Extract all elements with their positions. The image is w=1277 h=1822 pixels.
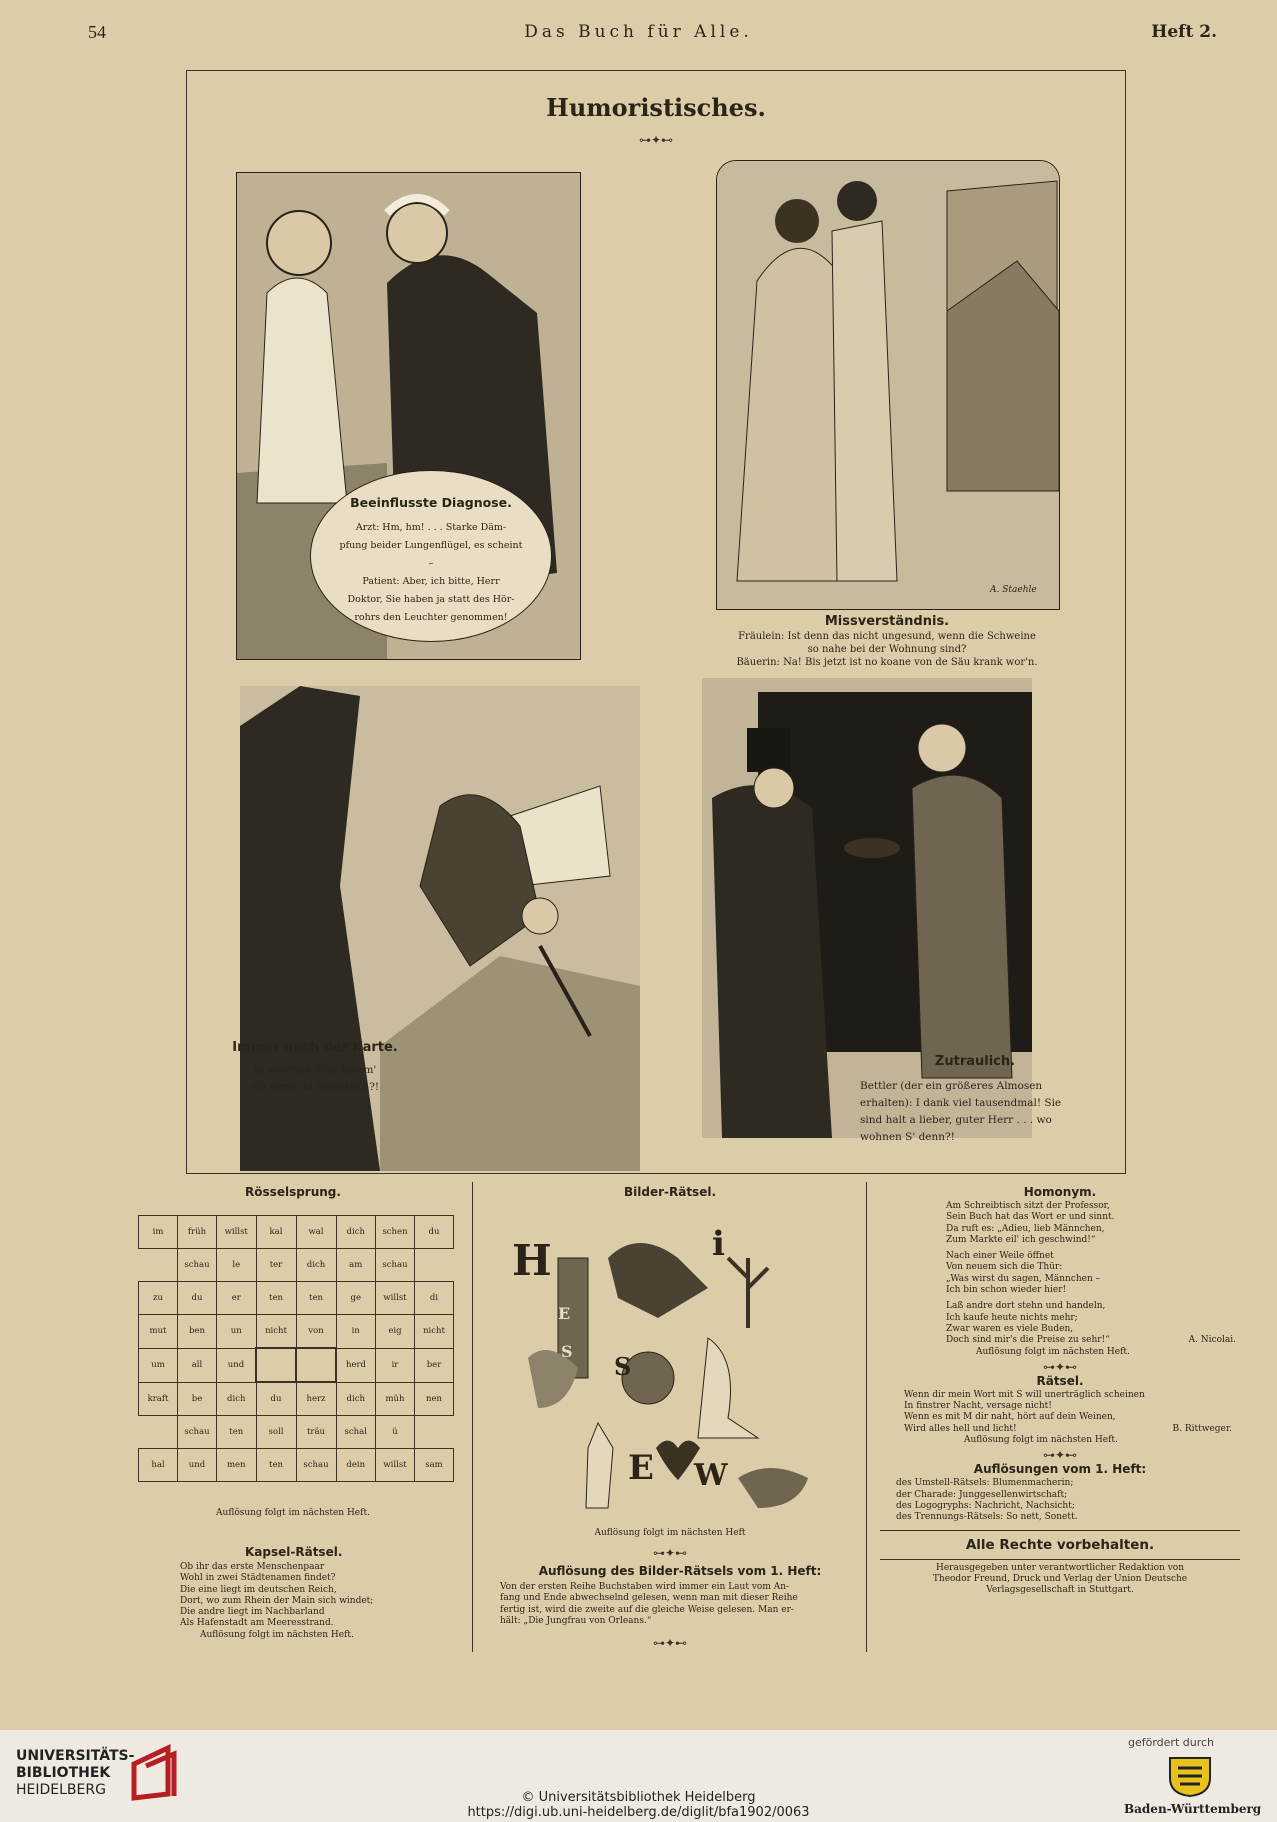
raetsel-author: B. Rittweger. bbox=[1172, 1423, 1232, 1434]
grid-row bbox=[139, 1315, 454, 1349]
cartoon-title: Missverständnis. bbox=[824, 614, 950, 629]
text-line: Die andre liegt im Nachbarland bbox=[180, 1607, 325, 1618]
text-line: „Was wirst du sagen, Männchen – bbox=[946, 1273, 1101, 1284]
text-line: Wenn dir mein Wort mit S will unerträglich scheinen bbox=[904, 1389, 1145, 1400]
grid-cell: nicht bbox=[256, 1315, 296, 1349]
library-name-line: BIBLIOTHEK bbox=[16, 1765, 111, 1781]
grid-cell: du bbox=[415, 1216, 454, 1249]
text-line: Ich bin schon wieder hier! bbox=[946, 1285, 1067, 1296]
grid-row bbox=[139, 1249, 454, 1282]
text-line: Bettler (der ein größeres Almosen bbox=[860, 1080, 1043, 1092]
grid-cell bbox=[415, 1416, 454, 1449]
grid-cell: nicht bbox=[415, 1315, 454, 1349]
text-line: Von neuem sich die Thür: bbox=[946, 1262, 1063, 1273]
puzzle-letter: E bbox=[628, 1448, 654, 1488]
homonym-text bbox=[946, 1201, 1240, 1358]
text-line: Theodor Freund, Druck und Verlag der Union Deutsche bbox=[932, 1573, 1188, 1584]
text-line: rohrs den Leuchter genommen! bbox=[354, 612, 508, 623]
text-line-with-author bbox=[904, 1424, 1240, 1435]
grid-cell: schau bbox=[178, 1416, 217, 1449]
grid-cell bbox=[256, 1348, 296, 1382]
bilder-section bbox=[480, 1185, 860, 1199]
cartoon-title: Immer nach der Karte. bbox=[232, 1040, 398, 1055]
text-line: Doch sind mir's die Preise zu sehr!“ bbox=[946, 1335, 1110, 1346]
cartoon-text bbox=[860, 1078, 1090, 1146]
raetsel-text bbox=[904, 1390, 1240, 1446]
text-line: des Trennungs-Rätsels: So nett, Sonett. bbox=[896, 1512, 1078, 1523]
column-divider bbox=[866, 1182, 867, 1652]
library-name-line: UNIVERSITÄTS- bbox=[16, 1748, 135, 1764]
grid-cell bbox=[415, 1249, 454, 1282]
grid-cell: ir bbox=[376, 1348, 415, 1382]
grid-cell: ten bbox=[256, 1449, 296, 1482]
text-line: des Logogryphs: Nachricht, Nachsicht; bbox=[896, 1500, 1075, 1511]
grid-cell: ten bbox=[256, 1282, 296, 1315]
grid-cell: men bbox=[217, 1449, 257, 1482]
grid-cell: um bbox=[139, 1348, 178, 1382]
ornament: ⊶✦⊷ bbox=[652, 1636, 688, 1650]
text-line: Zum Markte eil' ich geschwind!“ bbox=[946, 1234, 1096, 1245]
grid-cell: nen bbox=[415, 1382, 454, 1416]
cartoon-text bbox=[228, 1062, 402, 1096]
puzzle-letter: H bbox=[512, 1236, 552, 1285]
grid-cell: und bbox=[217, 1348, 257, 1382]
column-divider bbox=[472, 1182, 473, 1652]
illustration-zutraulich bbox=[702, 678, 1032, 1138]
grid-row bbox=[139, 1216, 454, 1249]
grid-cell: un bbox=[217, 1315, 257, 1349]
grid-cell: dich bbox=[336, 1216, 376, 1249]
text-line: In welches Thal komm' bbox=[253, 1064, 377, 1076]
grid-row bbox=[139, 1416, 454, 1449]
grid-cell: ter bbox=[256, 1249, 296, 1282]
bilder-solution bbox=[500, 1564, 860, 1627]
grid-cell: ber bbox=[415, 1348, 454, 1382]
grid-row bbox=[139, 1348, 454, 1382]
homonym-author: A. Nicolai. bbox=[1188, 1335, 1236, 1346]
text-line: Doktor, Sie haben ja statt des Hör- bbox=[347, 594, 515, 605]
text-line: fertig ist, wird die zweite auf die gleiche Weise gelesen. Man er- bbox=[500, 1604, 794, 1615]
text-line: Dort, wo zum Rhein der Main sich windet; bbox=[180, 1595, 374, 1606]
grid-cell: mut bbox=[139, 1315, 178, 1349]
homonym-note: Auflösung folgt im nächsten Heft. bbox=[976, 1346, 1130, 1357]
cartoon-title: Beeinflusste Diagnose. bbox=[350, 495, 512, 510]
text-line: Fräulein: Ist denn das nicht ungesund, wenn die Schweine bbox=[738, 631, 1036, 642]
solutions-text bbox=[896, 1478, 1240, 1523]
text-line: sind halt a lieber, guter Herr . . . wo bbox=[860, 1114, 1052, 1126]
kapsel-section bbox=[180, 1545, 460, 1641]
bilder-solution-text bbox=[500, 1582, 860, 1627]
grid-cell: ü bbox=[376, 1416, 415, 1449]
text-line: der Charade: Junggesellenwirtschaft; bbox=[896, 1489, 1068, 1500]
grid-cell: all bbox=[178, 1348, 217, 1382]
text-line: Wohl in zwei Städtenamen findet? bbox=[180, 1573, 336, 1584]
grid-cell: ge bbox=[336, 1282, 376, 1315]
grid-cell: di bbox=[415, 1282, 454, 1315]
puzzle-letter: S bbox=[614, 1352, 632, 1381]
text-line: Da ruft es: „Adieu, lieb Männchen, bbox=[946, 1223, 1105, 1234]
grid-row bbox=[139, 1282, 454, 1315]
grid-cell: du bbox=[178, 1282, 217, 1315]
text-line-with-author bbox=[946, 1335, 1240, 1346]
text-line: Ich kaufe heute nichts mehr; bbox=[946, 1312, 1078, 1323]
grid-cell: kraft bbox=[139, 1382, 178, 1416]
grid-cell: ten bbox=[296, 1282, 336, 1315]
grid-cell: schau bbox=[296, 1449, 336, 1482]
grid-cell: willst bbox=[376, 1282, 415, 1315]
text-line: Wenn es mit M dir naht, hört auf dein Weinen, bbox=[904, 1412, 1116, 1423]
permalink[interactable]: https://digi.ub.uni-heidelberg.de/diglit/bfa1902/0063 bbox=[467, 1805, 810, 1820]
roesselsprung-section bbox=[138, 1185, 448, 1199]
grid-cell: dich bbox=[217, 1382, 257, 1416]
grid-cell bbox=[139, 1249, 178, 1282]
grid-cell: willst bbox=[376, 1449, 415, 1482]
copyright: © Universitätsbibliothek Heidelberg bbox=[521, 1790, 756, 1805]
grid-cell: dein bbox=[336, 1449, 376, 1482]
grid-cell: schau bbox=[376, 1249, 415, 1282]
grid-cell: eig bbox=[376, 1315, 415, 1349]
imprint bbox=[880, 1563, 1240, 1597]
grid-cell: ten bbox=[217, 1416, 257, 1449]
issue-number: Heft 2. bbox=[1151, 22, 1217, 42]
text-line: pfung beider Lungenflügel, es scheint – bbox=[339, 540, 523, 569]
section-title: Humoristisches. bbox=[546, 93, 766, 122]
grid-cell: am bbox=[336, 1249, 376, 1282]
text-line: des Umstell-Rätsels: Blumenmacherin; bbox=[896, 1478, 1074, 1489]
roesselsprung-grid bbox=[138, 1215, 454, 1482]
text-line: In finstrer Nacht, versage nicht! bbox=[904, 1401, 1052, 1412]
grid-cell: dich bbox=[296, 1249, 336, 1282]
grid-cell: sam bbox=[415, 1449, 454, 1482]
cartoon-text bbox=[337, 519, 525, 627]
grid-cell: dich bbox=[336, 1382, 376, 1416]
homonym-title: Homonym. bbox=[1023, 1185, 1097, 1199]
running-title: Das Buch für Alle. bbox=[524, 22, 753, 42]
grid-cell: müh bbox=[376, 1382, 415, 1416]
kapsel-text bbox=[180, 1562, 460, 1641]
grid-cell: kal bbox=[256, 1216, 296, 1249]
text-line: Patient: Aber, ich bitte, Herr bbox=[362, 576, 500, 587]
grid-cell: früh bbox=[178, 1216, 217, 1249]
grid-cell: er bbox=[217, 1282, 257, 1315]
text-line: Von der ersten Reihe Buchstaben wird immer ein Laut vom An- bbox=[500, 1582, 790, 1592]
text-line: hält: „Die Jungfrau von Orleans.“ bbox=[500, 1615, 652, 1626]
grid-cell: und bbox=[178, 1449, 217, 1482]
grid-cell: be bbox=[178, 1382, 217, 1416]
grid-cell: herd bbox=[336, 1348, 376, 1382]
grid-cell: soll bbox=[256, 1416, 296, 1449]
text-line: ich denn da eigentlich?! bbox=[250, 1081, 380, 1093]
text-line: Arzt: Hm, hm! . . . Starke Däm- bbox=[355, 522, 507, 533]
text-line: Die eine liegt im deutschen Reich, bbox=[180, 1584, 337, 1595]
raetsel-note: Auflösung folgt im nächsten Heft. bbox=[964, 1435, 1118, 1446]
rights-notice: Alle Rechte vorbehalten. bbox=[965, 1536, 1155, 1553]
grid-cell: herz bbox=[296, 1382, 336, 1416]
raetsel-title: Rätsel. bbox=[1036, 1373, 1084, 1388]
ornament: ⊶✦⊷ bbox=[1042, 1359, 1078, 1374]
kapsel-title: Kapsel-Rätsel. bbox=[245, 1545, 343, 1559]
ornament: ⊶✦⊷ bbox=[1042, 1448, 1078, 1463]
text-line: wohnen S' denn?! bbox=[860, 1131, 955, 1143]
text-line: Herausgegeben unter verantwortlicher Redaktion von bbox=[935, 1562, 1185, 1573]
library-name-line: HEIDELBERG bbox=[16, 1782, 106, 1798]
puzzle-letter: W bbox=[694, 1458, 728, 1493]
homonym-section bbox=[880, 1185, 1240, 1596]
text-line: so nahe bei der Wohnung sind? bbox=[807, 644, 967, 655]
signature: A. Staehle bbox=[990, 585, 1037, 595]
text-line: Verlagsgesellschaft in Stuttgart. bbox=[986, 1585, 1134, 1596]
text-line: fang und Ende abwechselnd gelesen, wenn man mit dieser Reihe bbox=[500, 1593, 798, 1604]
bilder-title: Bilder-Rätsel. bbox=[623, 1185, 717, 1199]
ornament: ⊶✦⊷ bbox=[652, 1546, 688, 1560]
cartoon-text bbox=[700, 630, 1074, 669]
cartoon-title: Zutraulich. bbox=[934, 1054, 1016, 1069]
illustration-missverstaendnis bbox=[716, 160, 1060, 610]
funded-by: gefördert durch bbox=[1128, 1736, 1215, 1749]
state-coat-of-arms-icon bbox=[1166, 1754, 1214, 1798]
text-line: Laß andre dort stehn und handeln, bbox=[946, 1301, 1106, 1312]
grid-cell bbox=[296, 1348, 336, 1382]
grid-cell: hal bbox=[139, 1449, 178, 1482]
state-name: Baden-Württemberg bbox=[1124, 1802, 1262, 1816]
text-line: Wird alles hell und licht! bbox=[904, 1423, 1017, 1434]
grid-cell: von bbox=[296, 1315, 336, 1349]
grid-row bbox=[139, 1382, 454, 1416]
grid-cell: schen bbox=[376, 1216, 415, 1249]
bilder-solution-title: Auflösung des Bilder-Rätsels vom 1. Heft: bbox=[538, 1564, 822, 1578]
grid-cell: in bbox=[336, 1315, 376, 1349]
grid-cell: wal bbox=[296, 1216, 336, 1249]
grid-cell bbox=[139, 1416, 178, 1449]
text-line: Sein Buch hat das Wort er und sinnt. bbox=[946, 1212, 1115, 1223]
text-line: Auflösung folgt im nächsten Heft. bbox=[200, 1629, 354, 1640]
grid-row bbox=[139, 1449, 454, 1482]
grid-cell: zu bbox=[139, 1282, 178, 1315]
grid-cell: willst bbox=[217, 1216, 257, 1249]
grid-cell: ben bbox=[178, 1315, 217, 1349]
roesselsprung-note: Auflösung folgt im nächsten Heft. bbox=[216, 1508, 370, 1518]
grid-cell: schal bbox=[336, 1416, 376, 1449]
illustration-karte bbox=[240, 686, 640, 1171]
grid-cell: im bbox=[139, 1216, 178, 1249]
speech-bubble-diagnose bbox=[310, 470, 552, 642]
grid-cell: träu bbox=[296, 1416, 336, 1449]
library-footer bbox=[0, 1730, 1277, 1822]
puzzle-letter: i bbox=[712, 1224, 725, 1264]
text-line: erhalten): I dank viel tausendmal! Sie bbox=[860, 1097, 1062, 1109]
bilder-note: Auflösung folgt im nächsten Heft bbox=[594, 1528, 746, 1538]
text-line: Bäuerin: Na! Bis jetzt ist no koane von de Säu krank wor'n. bbox=[736, 657, 1038, 668]
grid-cell: le bbox=[217, 1249, 257, 1282]
page-number: 54 bbox=[88, 22, 106, 42]
picture-puzzle bbox=[508, 1218, 838, 1518]
title-ornament: ⊶✦⊷ bbox=[638, 133, 674, 147]
grid-cell: schau bbox=[178, 1249, 217, 1282]
text-line: Am Schreibtisch sitzt der Professor, bbox=[946, 1201, 1110, 1211]
text-line: Zwar waren es viele Buden, bbox=[946, 1323, 1074, 1334]
solutions-title: Auflösungen vom 1. Heft: bbox=[973, 1462, 1147, 1477]
puzzle-letter: E bbox=[558, 1304, 571, 1323]
text-line: Als Hafenstadt am Meeresstrand. bbox=[180, 1618, 334, 1629]
puzzle-letter: S bbox=[561, 1342, 573, 1361]
text-line: Ob ihr das erste Menschenpaar bbox=[180, 1562, 325, 1572]
roesselsprung-title: Rösselsprung. bbox=[245, 1185, 341, 1199]
text-line: Nach einer Weile öffnet bbox=[946, 1251, 1054, 1262]
grid-cell: du bbox=[256, 1382, 296, 1416]
